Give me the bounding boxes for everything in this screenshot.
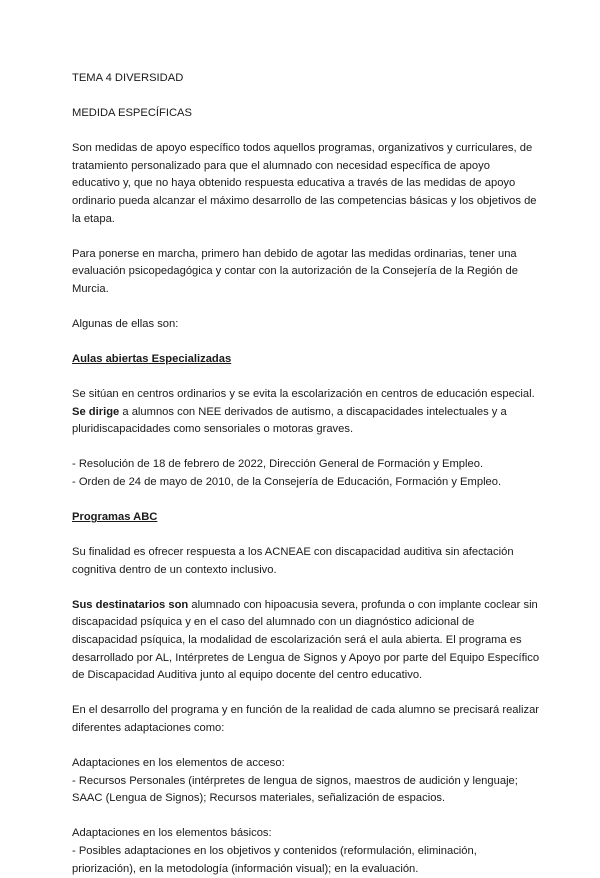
document-subtitle: MEDIDA ESPECÍFICAS: [72, 107, 192, 120]
list-intro: Algunas de ellas son:: [72, 317, 179, 330]
abc-recipients-paragraph: [72, 597, 540, 685]
aulas-text-2: a alumnos con NEE derivados de autismo, a discapacidades intelectuales y a pluridiscapacidades como sensoriales o motoras graves.: [72, 405, 507, 436]
aulas-references: [72, 456, 540, 491]
access-adaptations-text: - Recursos Personales (intérpretes de lengua de signos, maestros de audición y lenguaje; SAAC (Lengua de Signos); Recursos materiales, señalización de espacios.: [72, 774, 518, 805]
basic-adaptations: [72, 825, 540, 878]
abc-recipients-text: alumnado con hipoacusia severa, profunda o con implante coclear sin discapacidad psíquica y en el caso del alumnado con un diagnóstico adicional de discapacidad psíquica, la modalidad de escolarización será el aula abierta. El programa es desarrollado por AL, Intérpretes de Lengua de Signos y Apoyo por parte del Equipo Específico de Discapacidad Auditiva junto al equipo docente del centro educativo.: [72, 598, 540, 682]
section-heading-abc: Programas ABC: [72, 511, 158, 524]
reference-item: - Orden de 24 de mayo de 2010, de la Consejería de Educación, Formación y Empleo.: [72, 476, 502, 488]
abc-adaptations-paragraph: En el desarrollo del programa y en función de la realidad de cada alumno se precisará realizar diferentes adaptaciones como:: [72, 704, 540, 734]
document-title: TEMA 4 DIVERSIDAD: [72, 72, 184, 84]
aulas-text-1: Se sitúan en centros ordinarios y se evita la escolarización en centros de educación especial.: [72, 388, 535, 401]
intro-paragraph: Son medidas de apoyo específico todos aquellos programas, organizativos y curriculares, de tratamiento personalizado para que el alumnado con necesidad específica de apoyo educativo y, que no haya obtenido respuesta educativa a través de las medidas de apoyo ordinario pueda alcanzar el máximo desarrollo de las competencias básicas y los objetivos de la etapa.: [72, 142, 537, 225]
basic-adaptations-text: - Posibles adaptaciones en los objetivos y contenidos (reformulación, eliminación, priorización), en la metodología (información visual); en la evaluación.: [72, 844, 477, 875]
access-adaptations-title: Adaptaciones en los elementos de acceso:: [72, 757, 285, 770]
abc-recipients-bold: Sus destinatarios son: [72, 598, 189, 611]
abc-purpose-paragraph: Su finalidad es ofrecer respuesta a los ACNEAE con discapacidad auditiva sin afectación cognitiva dentro de un contexto inclusivo.: [72, 546, 514, 576]
aulas-paragraph: [72, 386, 540, 439]
aulas-bold: Se dirige: [72, 405, 120, 418]
section-heading-aulas: Aulas abiertas Especializadas: [72, 353, 232, 366]
access-adaptations: [72, 755, 540, 808]
start-paragraph: Para ponerse en marcha, primero han debido de agotar las medidas ordinarias, tener una evaluación psicopedagógica y contar con la autorización de la Consejería de la Región de Murcia.: [72, 247, 518, 295]
reference-item: - Resolución de 18 de febrero de 2022, Dirección General de Formación y Empleo.: [72, 458, 484, 471]
basic-adaptations-title: Adaptaciones en los elementos básicos:: [72, 827, 272, 840]
